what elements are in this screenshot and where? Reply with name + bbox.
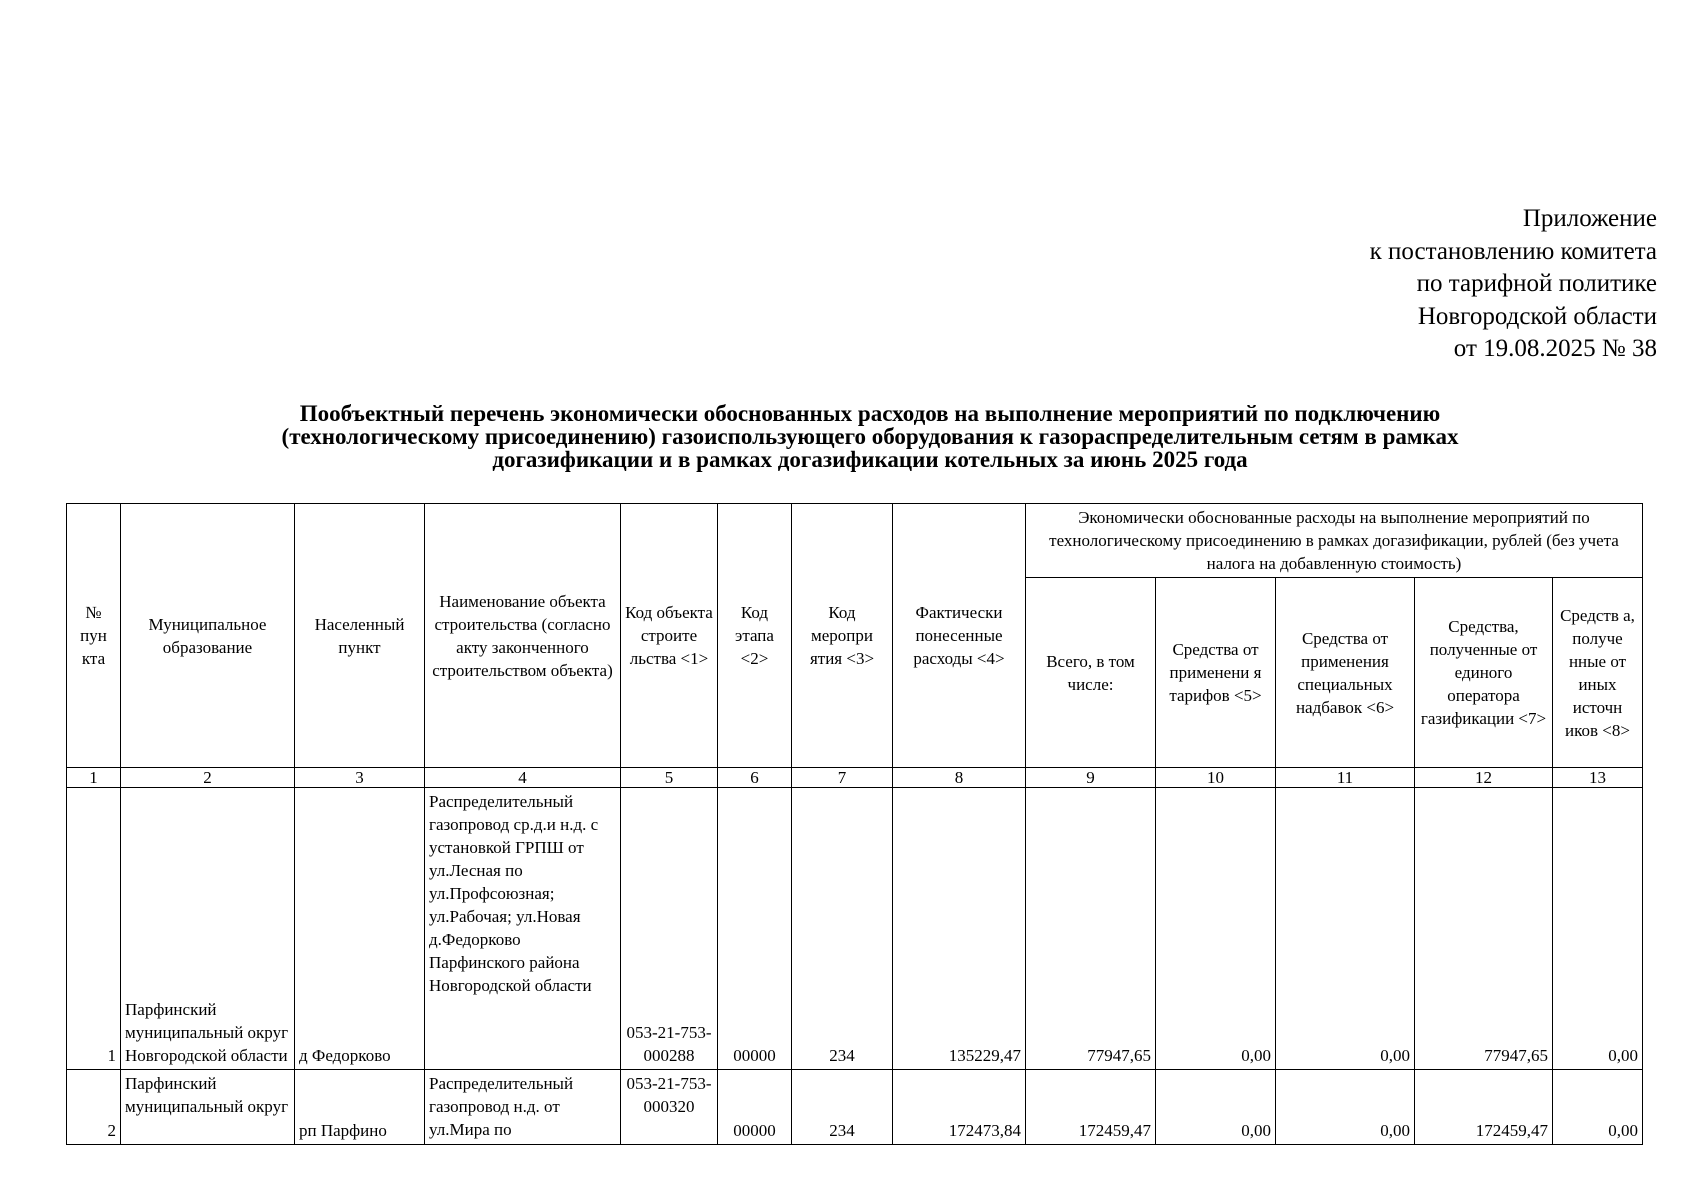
cell-actual-costs: 172473,84 (893, 1070, 1026, 1145)
cell-settlement: рп Парфино (295, 1070, 425, 1145)
cell-tariffs: 0,00 (1156, 1070, 1276, 1145)
cell-surcharges: 0,00 (1276, 788, 1415, 1070)
cell-operator: 77947,65 (1415, 788, 1553, 1070)
cell-municipality: Парфинский муниципальный округ (121, 1070, 295, 1145)
column-number: 13 (1553, 768, 1643, 788)
header-object-name: Наименование объекта строительства (согласно акту законченного строительством объекта) (425, 504, 621, 768)
cell-num: 2 (67, 1070, 121, 1145)
cell-municipality: Парфинский муниципальный округ Новгородской области (121, 788, 295, 1070)
cell-num: 1 (67, 788, 121, 1070)
title-line: (технологическому присоединению) газоиспользующего оборудования к газораспределительным сетям в рамках (281, 424, 1459, 449)
appendix-line: по тарифной политике (1416, 270, 1657, 297)
appendix-line: Приложение (1522, 205, 1657, 232)
column-numbers-row (67, 768, 1643, 788)
header-group: Экономически обоснованные расходы на выполнение мероприятий по технологическому присоединению в рамках догазификации, рублей (без учета налога на добавленную стоимость) (1026, 504, 1643, 578)
header-total: Всего, в том числе: (1026, 578, 1156, 768)
header-surcharges: Средства от применения специальных надбавок <6> (1276, 578, 1415, 768)
table-row (67, 1070, 1643, 1145)
cell-object-code: 053-21-753-000288 (621, 788, 718, 1070)
cell-object-name: Распределительный газопровод ср.д.и н.д. с установкой ГРПШ от ул.Лесная по ул.Профсоюзная; ул.Рабочая; ул.Новая д.Федорково Парфинского района Новгородской области (425, 788, 621, 1070)
column-number: 3 (295, 768, 425, 788)
cell-total: 77947,65 (1026, 788, 1156, 1070)
header-actual-costs: Фактически понесенные расходы <4> (893, 504, 1026, 768)
header-stage-code: Код этапа <2> (718, 504, 792, 768)
appendix-block (1370, 203, 1657, 366)
document-title (120, 402, 1620, 471)
cell-surcharges: 0,00 (1276, 1070, 1415, 1145)
column-number: 4 (425, 768, 621, 788)
cell-settlement: д Федорково (295, 788, 425, 1070)
title-line: Пообъектный перечень экономически обоснованных расходов на выполнение мероприятий по подключению (299, 401, 1441, 426)
header-num: № пун кта (67, 504, 121, 768)
column-number: 11 (1276, 768, 1415, 788)
cell-object-name: Распределительный газопровод н.д. от ул.Мира по (425, 1070, 621, 1145)
column-number: 7 (792, 768, 893, 788)
column-number: 5 (621, 768, 718, 788)
cell-measure-code: 234 (792, 1070, 893, 1145)
column-number: 12 (1415, 768, 1553, 788)
column-number: 8 (893, 768, 1026, 788)
header-other: Средств а, получе нные от иных источн иков <8> (1553, 578, 1643, 768)
column-number: 10 (1156, 768, 1276, 788)
column-number: 6 (718, 768, 792, 788)
header-object-code: Код объекта строите льства <1> (621, 504, 718, 768)
header-tariffs: Средства от применени я тарифов <5> (1156, 578, 1276, 768)
cell-other: 0,00 (1553, 788, 1643, 1070)
title-line: догазификации и в рамках догазификации котельных за июнь 2025 года (492, 447, 1248, 472)
table-row (67, 788, 1643, 1070)
cell-actual-costs: 135229,47 (893, 788, 1026, 1070)
column-number: 1 (67, 768, 121, 788)
expenses-table (66, 503, 1643, 1145)
column-number: 9 (1026, 768, 1156, 788)
appendix-line: Новгородской области (1417, 302, 1657, 330)
header-operator: Средства, полученные от единого оператора газификации <7> (1415, 578, 1553, 768)
cell-stage-code: 00000 (718, 788, 792, 1070)
cell-total: 172459,47 (1026, 1070, 1156, 1145)
header-measure-code: Код меропри ятия <3> (792, 504, 893, 768)
cell-stage-code: 00000 (718, 1070, 792, 1145)
appendix-line: от 19.08.2025 № 38 (1453, 335, 1657, 362)
cell-other: 0,00 (1553, 1070, 1643, 1145)
cell-object-code: 053-21-753-000320 (621, 1070, 718, 1145)
header-municipality: Муниципальное образование (121, 504, 295, 768)
cell-measure-code: 234 (792, 788, 893, 1070)
cell-operator: 172459,47 (1415, 1070, 1553, 1145)
cell-tariffs: 0,00 (1156, 788, 1276, 1070)
appendix-line: к постановлению комитета (1369, 237, 1657, 265)
header-settlement: Населенный пункт (295, 504, 425, 768)
column-number: 2 (121, 768, 295, 788)
